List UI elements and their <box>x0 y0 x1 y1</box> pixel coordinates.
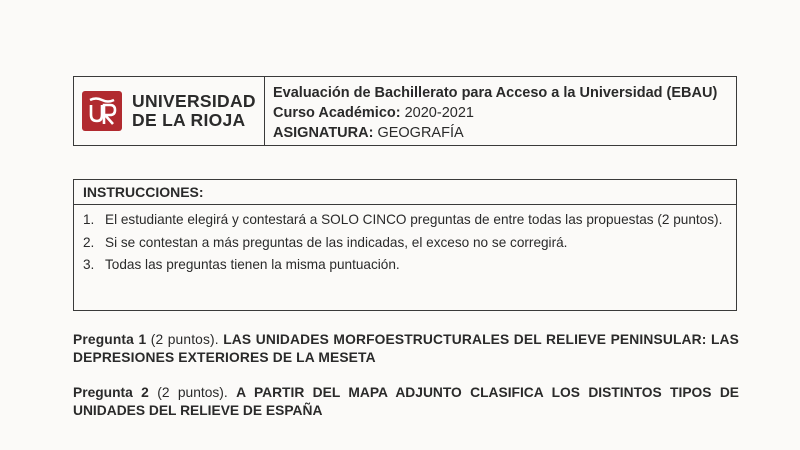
instruction-item <box>83 254 736 277</box>
university-emblem-icon <box>82 91 122 131</box>
course-label: Curso Académico: <box>273 105 401 121</box>
question-1 <box>73 331 739 367</box>
instruction-item <box>83 232 736 255</box>
instructions-list <box>74 205 736 277</box>
exam-info <box>265 77 717 145</box>
instruction-text: El estudiante elegirá y contestará a SOLO CINCO preguntas de entre todas las propuestas (2 puntos). <box>105 212 723 227</box>
instructions-box <box>73 179 737 311</box>
instruction-number: 3. <box>83 257 95 272</box>
instruction-text: Si se contestan a más preguntas de las indicadas, el exceso no se corregirá. <box>105 234 568 250</box>
university-name-line2: DE LA RIOJA <box>132 110 246 130</box>
question-heading: Pregunta 2 <box>73 385 149 400</box>
instruction-item <box>83 209 736 232</box>
question-title: A PARTIR DEL MAPA ADJUNTO CLASIFICA LOS DISTINTOS TIPOS DE UNIDADES DEL RELIEVE DE ESPAÑA <box>73 385 740 418</box>
exam-title: Evaluación de Bachillerato para Acceso a la Universidad (EBAU) <box>273 85 718 101</box>
question-points: (2 puntos). <box>146 332 224 347</box>
question-heading: Pregunta 1 <box>73 332 147 347</box>
exam-header <box>73 76 737 146</box>
instruction-number: 2. <box>83 234 95 250</box>
university-logo <box>74 77 265 145</box>
course-value: 2020-2021 <box>404 105 474 121</box>
subject-value: GEOGRAFÍA <box>377 125 464 141</box>
subject-label: ASIGNATURA: <box>273 125 374 141</box>
instructions-heading: INSTRUCCIONES: <box>74 180 736 205</box>
question-2 <box>73 384 739 420</box>
instruction-text: Todas las preguntas tienen la misma puntuación. <box>105 257 400 272</box>
university-name-line1: UNIVERSIDAD <box>132 91 256 111</box>
question-title: LAS UNIDADES MORFOESTRUCTURALES DEL RELIEVE PENINSULAR: LAS DEPRESIONES EXTERIORES DE LA MESETA <box>73 332 739 365</box>
subject-line <box>273 123 717 143</box>
question-points: (2 puntos). <box>148 385 237 400</box>
instruction-number: 1. <box>83 212 95 227</box>
university-name <box>132 92 256 130</box>
course-line <box>273 103 717 123</box>
